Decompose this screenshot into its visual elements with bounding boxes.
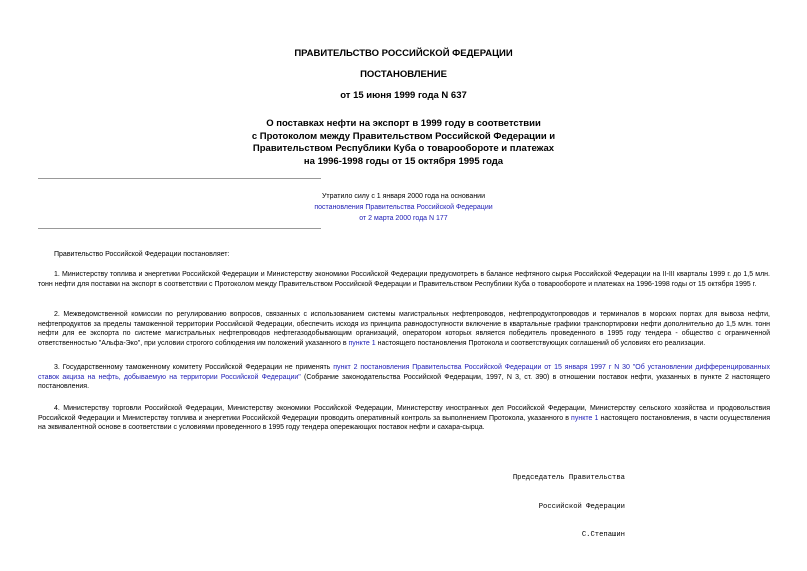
clause-1-link[interactable]: пункте 1 <box>348 339 376 347</box>
status-note <box>0 191 807 224</box>
paragraph-2 <box>38 310 770 348</box>
paragraph-2-text: 2. Межведомственной комиссии по регулированию вопросов, связанных с использованием системы магистральных нефтепроводов, нефтепродуктопроводов и терминалов в морских портах для вывоза нефти, нефтепродуктов за пределы таможенной территории Российской Федерации, обеспечить исходя из принципа равнодоступности включение в квартальные графики транспортировки нефти дополнительно до 1,5 млн. тонн нефти для ее экспорта по системе магистральных нефтепроводов нефтегазодобывающим организаций, оператором которых является победитель проведенного в 1995 году тендера - общество с ограниченной ответственностью "Альфа-Эко", при условии строгого соблюдения им положений указанного в <box>38 311 770 347</box>
paragraph-1 <box>38 270 770 289</box>
excise-decree-link[interactable]: пункт 2 постановления Правительства Российской Федерации от 15 января 1997 г N 30 "Об установлении дифференцированных ставок акциза на нефть, добываемую на территории Российской Федерации" <box>38 364 770 381</box>
divider-top <box>38 178 321 179</box>
repeal-decree-link[interactable]: постановления Правительства Российской Федерации <box>314 204 493 211</box>
paragraph-4-text: 4. Министерству торговли Российской Федерации, Министерству экономики Российской Федерации, Министерству иностранных дел Российской Федерации, Министерству сельского хозяйства и продовольствия Российской Федерации и Министерству топлива и энергетики Российской Федерации проводить оперативный контроль за выполнением Протокола, указанного в <box>38 405 770 422</box>
document-title <box>0 118 807 168</box>
signature-name: С.Степашин <box>581 531 625 539</box>
clause-1-link[interactable]: пункте 1 <box>571 414 599 422</box>
title-line: на 1996-1998 годы от 15 октября 1995 года <box>303 155 504 167</box>
repeal-decree-date-link[interactable]: от 2 марта 2000 года N 177 <box>359 215 448 222</box>
signature-block <box>500 455 625 550</box>
status-note-text: Утратило силу с 1 января 2000 года на основании <box>321 193 486 200</box>
signature-title: Председатель Правительства <box>512 474 625 482</box>
paragraph-1-text: 1. Министерству топлива и энергетики Российской Федерации и Министерству экономики Российской Федерации предусмотреть в балансе нефтяного сырья Российской Федерации на II-III кварталы 1999 г. до 1,5 млн. тонн нефти для поставки на экспорт в соответствии с Протоколом между Правительством Российской Федерации и Правительством Республики Куба о товарообороте и платежах на 1996-1998 годы от 15 октября 1995 г. <box>38 271 770 288</box>
document-date-number: от 15 июня 1999 года N 637 <box>340 90 467 101</box>
document-type: ПОСТАНОВЛЕНИЕ <box>360 69 447 80</box>
paragraph-2-text-end: настоящего постановления Протокола и соответствующих соглашений об условиях его реализации. <box>375 339 706 347</box>
government-header: ПРАВИТЕЛЬСТВО РОССИЙСКОЙ ФЕДЕРАЦИИ <box>294 48 513 59</box>
paragraph-3-text-end: (Собрание законодательства Российской Федерации, 1997, N 3, ст. 390) в отношении поставок нефти, указанных в пункте 2 настоящего постановления. <box>38 373 770 391</box>
intro-paragraph <box>38 250 770 260</box>
title-line: Правительством Республики Куба о товарообороте и платежах <box>252 143 555 154</box>
divider-bottom <box>38 228 321 229</box>
paragraph-3-text: 3. Государственному таможенному комитету Российской Федерации не применять <box>54 364 334 371</box>
paragraph-4-text-end: настоящего постановления, в части осуществления на эквивалентной основе в соответствии с условиями проведенного в 1995 году тендера опережающих поставок нефти и сахара-сырца. <box>38 414 771 432</box>
paragraph-3 <box>38 363 770 392</box>
title-line: О поставках нефти на экспорт в 1999 году в соответствии <box>266 118 541 129</box>
intro-text: Правительство Российской Федерации постановляет: <box>54 251 230 258</box>
title-line: с Протоколом между Правительством Российской Федерации и <box>251 130 556 142</box>
paragraph-4 <box>38 404 770 433</box>
signature-country: Российской Федерации <box>538 502 625 511</box>
